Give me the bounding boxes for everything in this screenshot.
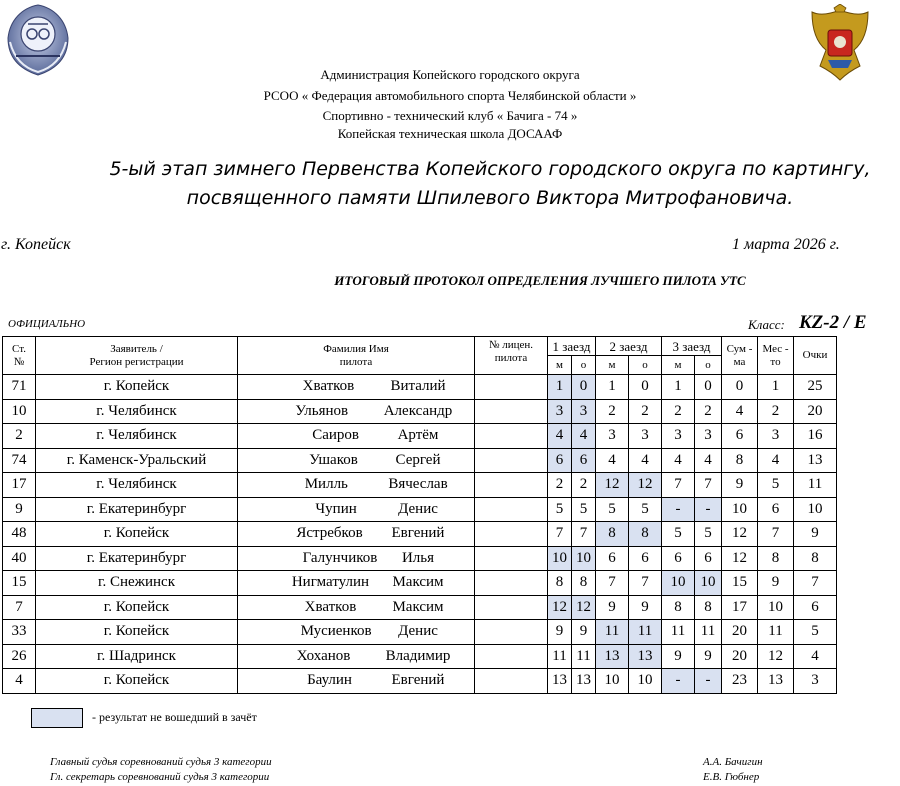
pilot-surname: Ястребков [296,525,363,542]
cell-heat3-o: 6 [695,546,722,571]
cell-heat2-o: 9 [629,595,662,620]
cell-heat3-o: 8 [695,595,722,620]
pilot-surname: Нигматулин [291,574,370,591]
cell-points: 10 [794,497,837,522]
cell-license [475,424,548,449]
cell-heat2-m: 2 [596,399,629,424]
cell-applicant: г. Челябинск [36,424,238,449]
protocol-title: ИТОГОВЫЙ ПРОТОКОЛ ОПРЕДЕЛЕНИЯ ЛУЧШЕГО ПИЛОТА УТС [334,273,746,288]
table-row [3,522,837,547]
cell-place: 5 [758,473,794,498]
pilot-surname: Баулин [307,672,352,689]
cell-pilot-name [238,473,475,498]
cell-heat2-m: 1 [596,375,629,400]
cell-heat2-o: 5 [629,497,662,522]
cell-heat3-m: 9 [662,644,695,669]
cell-license [475,399,548,424]
cell-heat3-m: 2 [662,399,695,424]
event-date: 1 марта 2026 г. [732,236,840,253]
cell-st: 2 [3,424,36,449]
pilot-firstname: Владимир [385,647,451,664]
cell-st: 26 [3,644,36,669]
table-row [3,399,837,424]
cell-heat2-m: 8 [596,522,629,547]
cell-license [475,448,548,473]
cell-pilot-name [238,522,475,547]
cell-heat1-m: 6 [548,448,572,473]
pilot-firstname: Илья [401,549,435,566]
header-line-school: Копейская техническая школа ДОСААФ [337,126,563,141]
pilot-firstname: Денис [398,500,438,517]
cell-place: 12 [758,644,794,669]
cell-heat3-o: - [695,669,722,694]
cell-points: 5 [794,620,837,645]
cell-heat1-m: 4 [548,424,572,449]
cell-place: 9 [758,571,794,596]
cell-points: 4 [794,644,837,669]
legend-swatch [31,708,83,728]
cell-st: 4 [3,669,36,694]
cell-heat1-o: 8 [572,571,596,596]
col-heat2-o: о [629,356,662,375]
header-line-federation: РСОО « Федерация автомобильного спорта Челябинской области » [263,88,637,103]
col-name: Фамилия Имя пилота [238,337,475,375]
cell-heat1-m: 7 [548,522,572,547]
pilot-surname: Хоханов [296,647,351,664]
cell-pilot-name [238,571,475,596]
cell-heat1-o: 3 [572,399,596,424]
cell-place: 10 [758,595,794,620]
cell-heat2-m: 12 [596,473,629,498]
header-line-club: Спортивно - технический клуб « Бачига - 74 » [322,108,578,123]
cell-heat1-m: 3 [548,399,572,424]
cell-applicant: г. Копейск [36,669,238,694]
cell-place: 2 [758,399,794,424]
official-label: ОФИЦИАЛЬНО [8,318,86,330]
cell-applicant: г. Копейск [36,620,238,645]
cell-place: 11 [758,620,794,645]
cell-heat3-m: - [662,497,695,522]
cell-st: 71 [3,375,36,400]
col-heat2-m: м [596,356,629,375]
cell-pilot-name [238,497,475,522]
cell-heat2-o: 4 [629,448,662,473]
cell-heat3-o: 4 [695,448,722,473]
cell-points: 6 [794,595,837,620]
cell-heat3-m: 10 [662,571,695,596]
cell-heat3-m: 8 [662,595,695,620]
pilot-surname: Саиров [312,427,359,444]
table-row [3,497,837,522]
cell-heat2-o: 11 [629,620,662,645]
cell-heat2-o: 10 [629,669,662,694]
cell-heat3-o: 0 [695,375,722,400]
cell-st: 10 [3,399,36,424]
cell-heat2-o: 8 [629,522,662,547]
cell-heat1-o: 12 [572,595,596,620]
cell-sum: 12 [722,546,758,571]
cell-applicant: г. Снежинск [36,571,238,596]
cell-applicant: г. Копейск [36,595,238,620]
cell-applicant: г. Шадринск [36,644,238,669]
pilot-firstname: Максим [392,574,444,591]
pilot-firstname: Евгений [391,672,445,689]
cell-pilot-name [238,595,475,620]
cell-license [475,497,548,522]
cell-heat2-o: 12 [629,473,662,498]
cell-heat3-m: 4 [662,448,695,473]
cell-heat2-o: 6 [629,546,662,571]
judge-name: А.А. Бачигин [703,756,763,768]
cell-heat3-o: 2 [695,399,722,424]
cell-heat2-m: 7 [596,571,629,596]
cell-heat2-m: 13 [596,644,629,669]
results-table [2,336,837,694]
cell-points: 8 [794,546,837,571]
cell-sum: 6 [722,424,758,449]
cell-license [475,546,548,571]
pilot-surname: Хватков [304,598,357,615]
cell-points: 3 [794,669,837,694]
table-row [3,669,837,694]
pilot-firstname: Александр [383,402,453,419]
pilot-firstname: Евгений [391,525,445,542]
col-heat3-o: о [695,356,722,375]
pilot-firstname: Артём [397,427,439,444]
cell-heat1-o: 0 [572,375,596,400]
pilot-surname: Чупин [315,500,357,517]
table-row [3,644,837,669]
cell-st: 74 [3,448,36,473]
col-heat2: 2 заезд [596,337,662,356]
secretary-name: Е.В. Гюбнер [703,771,760,783]
cell-license [475,644,548,669]
cell-st: 7 [3,595,36,620]
cell-heat1-m: 5 [548,497,572,522]
cell-heat2-o: 2 [629,399,662,424]
cell-heat1-o: 2 [572,473,596,498]
cell-heat3-o: 3 [695,424,722,449]
cell-pilot-name [238,424,475,449]
cell-heat2-m: 11 [596,620,629,645]
cell-heat3-m: 6 [662,546,695,571]
col-heat1-m: м [548,356,572,375]
col-applicant: Заявитель / Регион регистрации [36,337,238,375]
cell-pilot-name [238,669,475,694]
cell-heat2-o: 13 [629,644,662,669]
judge-role: Главный судья соревнований судья 3 категории [50,756,272,768]
cell-heat2-m: 5 [596,497,629,522]
cell-heat2-o: 0 [629,375,662,400]
pilot-surname: Ульянов [295,402,349,419]
cell-heat1-o: 6 [572,448,596,473]
event-place: г. Копейск [1,236,71,253]
cell-heat3-o: 9 [695,644,722,669]
cell-points: 20 [794,399,837,424]
col-st: Ст. № [3,337,36,375]
cell-applicant: г. Челябинск [36,473,238,498]
pilot-firstname: Виталий [390,378,446,395]
cell-applicant: г. Копейск [36,375,238,400]
table-row [3,473,837,498]
table-row [3,546,837,571]
cell-st: 48 [3,522,36,547]
pilot-surname: Ушаков [309,451,358,468]
cell-license [475,620,548,645]
cell-sum: 23 [722,669,758,694]
col-place: Мес - то [758,337,794,375]
table-row [3,424,837,449]
cell-st: 40 [3,546,36,571]
cell-heat3-o: 11 [695,620,722,645]
col-heat3-m: м [662,356,695,375]
pilot-surname: Хватков [302,378,355,395]
cell-sum: 10 [722,497,758,522]
cell-place: 8 [758,546,794,571]
cell-pilot-name [238,644,475,669]
cell-place: 6 [758,497,794,522]
cell-heat2-o: 3 [629,424,662,449]
cell-sum: 4 [722,399,758,424]
results-rows [3,375,837,694]
cell-license [475,669,548,694]
cell-heat3-m: 7 [662,473,695,498]
col-heat1-o: о [572,356,596,375]
cell-heat1-o: 4 [572,424,596,449]
cell-pilot-name [238,375,475,400]
cell-heat3-o: 10 [695,571,722,596]
cell-applicant: г. Екатеринбург [36,546,238,571]
class-label: Класс: [748,317,785,332]
cell-heat1-o: 7 [572,522,596,547]
cell-heat2-o: 7 [629,571,662,596]
cell-heat1-m: 8 [548,571,572,596]
cell-points: 16 [794,424,837,449]
table-row [3,620,837,645]
cell-points: 7 [794,571,837,596]
cell-sum: 0 [722,375,758,400]
cell-place: 3 [758,424,794,449]
cell-heat3-m: 11 [662,620,695,645]
cell-heat1-o: 11 [572,644,596,669]
cell-heat1-m: 11 [548,644,572,669]
legend-text: - результат не вошедший в зачёт [92,710,257,724]
cell-st: 33 [3,620,36,645]
col-heat1: 1 заезд [548,337,596,356]
cell-heat1-m: 9 [548,620,572,645]
pilot-firstname: Денис [398,623,438,640]
cell-heat1-m: 12 [548,595,572,620]
cell-heat1-o: 5 [572,497,596,522]
cell-heat3-m: 5 [662,522,695,547]
cell-heat3-m: 3 [662,424,695,449]
cell-place: 7 [758,522,794,547]
col-points: Очки [794,337,837,375]
cell-heat2-m: 3 [596,424,629,449]
pilot-surname: Милль [304,476,348,493]
cell-applicant: г. Копейск [36,522,238,547]
cell-heat1-m: 13 [548,669,572,694]
cell-applicant: г. Екатеринбург [36,497,238,522]
cell-heat1-m: 1 [548,375,572,400]
cell-applicant: г. Каменск-Уральский [36,448,238,473]
cell-points: 9 [794,522,837,547]
cell-license [475,473,548,498]
cell-points: 25 [794,375,837,400]
table-row [3,448,837,473]
col-license: № лицен. пилота [475,337,548,375]
cell-pilot-name [238,448,475,473]
pilot-firstname: Максим [392,598,444,615]
cell-heat3-m: 1 [662,375,695,400]
cell-heat3-o: - [695,497,722,522]
header-line-admin: Администрация Копейского городского округа [320,67,580,82]
cell-sum: 20 [722,644,758,669]
cell-heat3-o: 7 [695,473,722,498]
cell-pilot-name [238,620,475,645]
cell-st: 17 [3,473,36,498]
secretary-role: Гл. секретарь соревнований судья 3 категории [50,771,270,783]
cell-sum: 8 [722,448,758,473]
cell-heat3-o: 5 [695,522,722,547]
cell-applicant: г. Челябинск [36,399,238,424]
pilot-surname: Галунчиков [302,549,378,566]
cell-license [475,571,548,596]
cell-place: 1 [758,375,794,400]
pilot-firstname: Вячеслав [388,476,448,493]
pilot-surname: Мусиенков [300,623,372,640]
cell-sum: 12 [722,522,758,547]
class-value: KZ-2 / E [799,312,867,333]
cell-sum: 20 [722,620,758,645]
pilot-firstname: Сергей [395,451,441,468]
table-row [3,571,837,596]
cell-heat1-o: 10 [572,546,596,571]
cell-license [475,595,548,620]
cell-heat1-o: 9 [572,620,596,645]
cell-st: 15 [3,571,36,596]
table-row [3,375,837,400]
table-row [3,595,837,620]
cell-heat2-m: 10 [596,669,629,694]
cell-heat1-m: 2 [548,473,572,498]
event-title-line2: посвященного памяти Шпилевого Виктора Митрофановича. [186,187,794,209]
cell-place: 13 [758,669,794,694]
cell-points: 13 [794,448,837,473]
cell-pilot-name [238,399,475,424]
event-title-line1: 5-ый этап зимнего Первенства Копейского городского округа по картингу, [109,158,871,180]
cell-place: 4 [758,448,794,473]
cell-st: 9 [3,497,36,522]
col-sum: Сум - ма [722,337,758,375]
cell-sum: 9 [722,473,758,498]
cell-heat1-m: 10 [548,546,572,571]
cell-sum: 17 [722,595,758,620]
cell-heat2-m: 6 [596,546,629,571]
cell-heat1-o: 13 [572,669,596,694]
cell-pilot-name [238,546,475,571]
cell-sum: 15 [722,571,758,596]
col-heat3: 3 заезд [662,337,722,356]
cell-license [475,375,548,400]
cell-points: 11 [794,473,837,498]
cell-heat3-m: - [662,669,695,694]
cell-license [475,522,548,547]
cell-heat2-m: 9 [596,595,629,620]
cell-heat2-m: 4 [596,448,629,473]
